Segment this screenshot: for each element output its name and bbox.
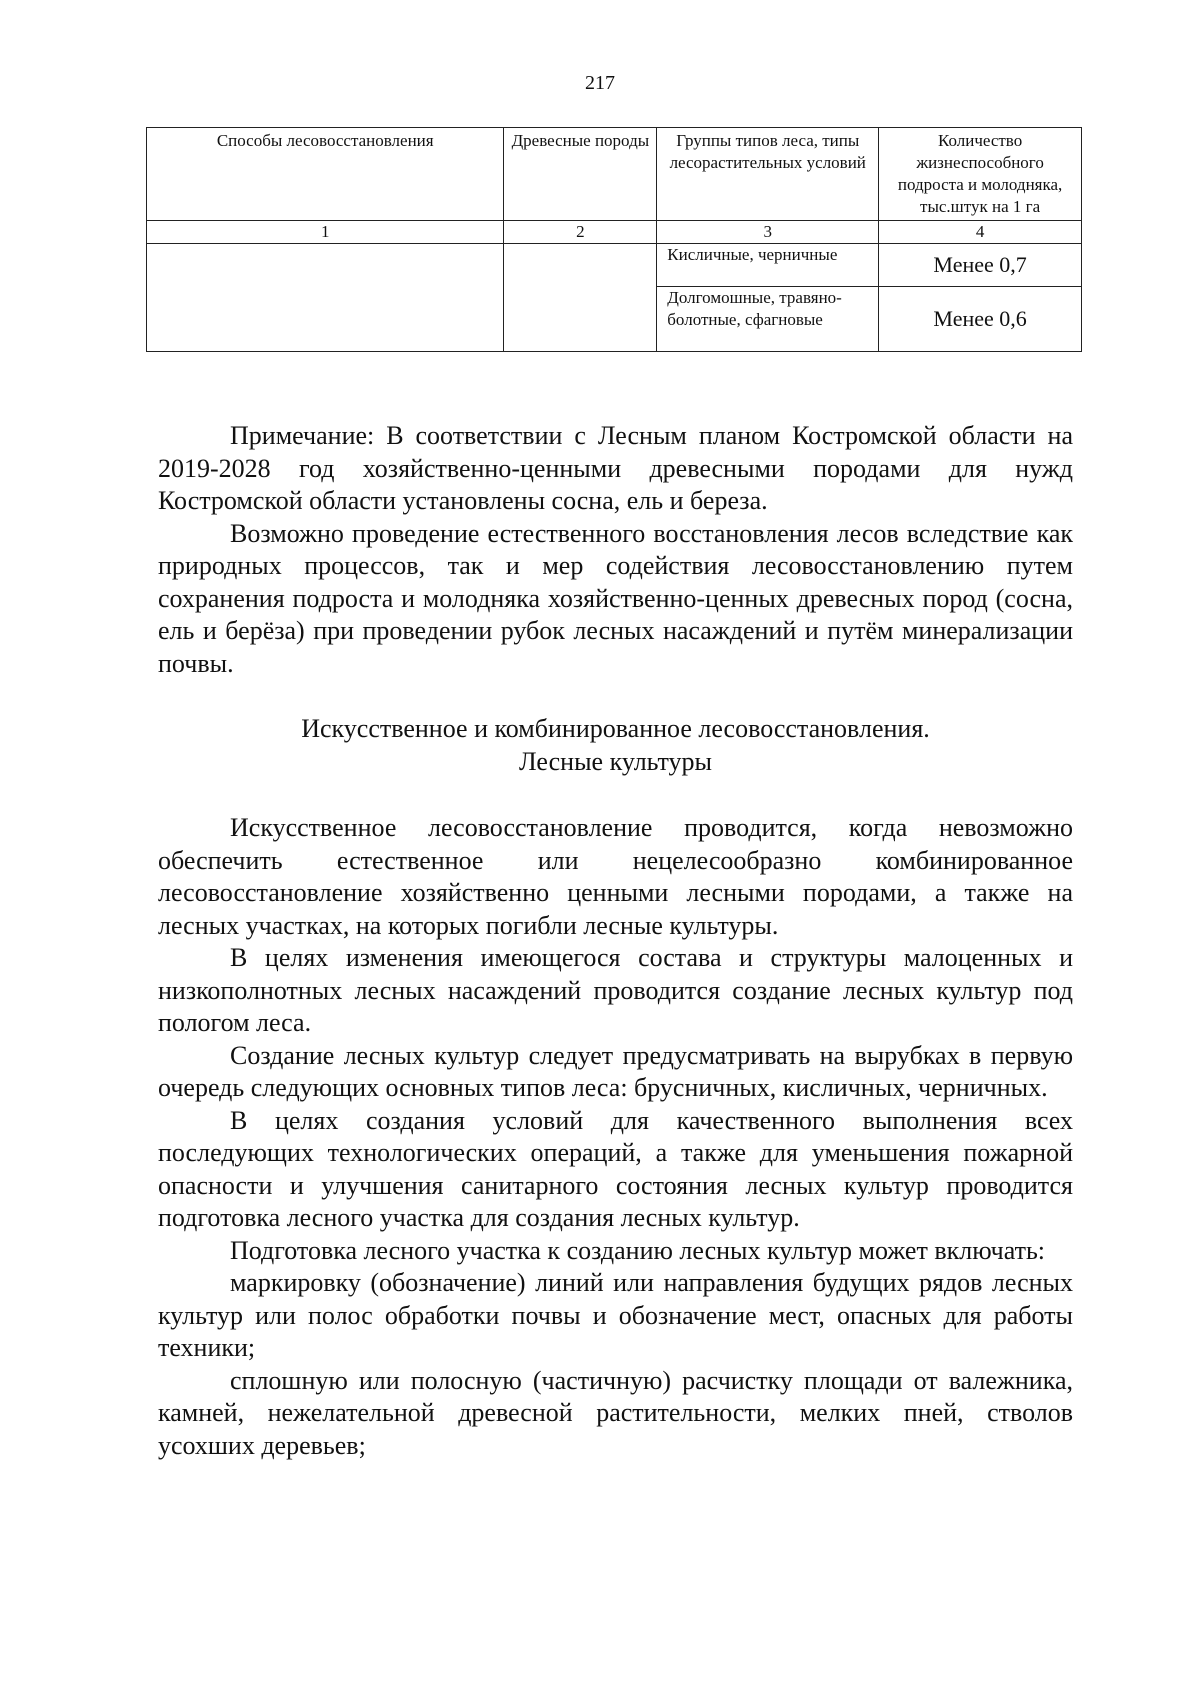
column-number: 1 xyxy=(147,221,504,244)
column-number: 3 xyxy=(657,221,879,244)
table-header-row xyxy=(147,128,1082,221)
section-heading xyxy=(158,712,1073,778)
section-heading-line: Искусственное и комбинированное лесовосстановления. xyxy=(301,714,930,743)
section-heading-line: Лесные культуры xyxy=(518,747,713,776)
body-paragraph: Искусственное лесовосстановление проводится, когда невозможно обеспечить естественное или нецелесообразно комбинированное лесовосстановление хозяйственно ценными лесными породами, а также на лесных участках, на которых погибли лесные культуры. xyxy=(158,813,1073,940)
empty-cell xyxy=(147,244,504,352)
forest-type-cell: Долгомошные, травяно-болотные, сфагновые xyxy=(657,287,879,352)
note-paragraph: Возможно проведение естественного восстановления лесов вследствие как природных процессов, так и мер содействия лесовосстановлению путем сохранения подроста и молодняка хозяйственно-ценных древесных пород (сосна, ель и берёза) при проведении рубок лесных насаждений и путём минерализации почвы. xyxy=(158,518,1073,678)
header-restoration-methods: Способы лесовосстановления xyxy=(147,128,504,221)
quantity-cell: Менее 0,7 xyxy=(879,244,1082,287)
forest-restoration-table xyxy=(146,127,1082,352)
body-paragraph: маркировку (обозначение) линий или направления будущих рядов лесных культур или полос обработки почвы и обозначение мест, опасных для работы техники; xyxy=(158,1268,1073,1362)
body-paragraph: сплошную или полосную (частичную) расчистку площади от валежника, камней, нежелательной древесной растительности, мелких пней, стволов усохших деревьев; xyxy=(158,1365,1073,1460)
header-tree-species: Древесные породы xyxy=(504,128,657,221)
column-number: 2 xyxy=(504,221,657,244)
body-paragraph: Создание лесных культур следует предусматривать на вырубках в первую очередь следующих основных типов леса: брусничных, кисличных, черничных. xyxy=(158,1040,1073,1102)
body-paragraph: В целях создания условий для качественного выполнения всех последующих технологических операций, а также для уменьшения пожарной опасности и улучшения санитарного состояния лесных культур проводится подготовка лесного участка для создания лесных культур. xyxy=(158,1105,1073,1232)
empty-cell xyxy=(504,244,657,352)
column-number: 4 xyxy=(879,221,1082,244)
table-column-number-row xyxy=(147,221,1082,244)
note-section xyxy=(158,420,1073,680)
forest-type-cell: Кисличные, черничные xyxy=(657,244,879,287)
header-forest-type-groups: Группы типов леса, типы лесорастительных условий xyxy=(657,128,879,221)
page-number: 217 xyxy=(585,72,615,94)
body-section xyxy=(158,812,1073,1462)
note-paragraph: Примечание: В соответствии с Лесным планом Костромской области на 2019-2028 год хозяйственно-ценными древесными породами для нужд Костромской области установлены сосна, ель и береза. xyxy=(158,421,1073,515)
header-undergrowth-quantity: Количество жизнеспособного подроста и молодняка, тыс.штук на 1 га xyxy=(879,128,1082,221)
body-paragraph: Подготовка лесного участка к созданию лесных культур может включать: xyxy=(230,1235,1046,1265)
quantity-cell: Менее 0,6 xyxy=(879,287,1082,352)
body-paragraph: В целях изменения имеющегося состава и структуры малоценных и низкополнотных лесных насаждений проводится создание лесных культур под пологом леса. xyxy=(158,943,1073,1037)
table-row xyxy=(147,244,1082,287)
